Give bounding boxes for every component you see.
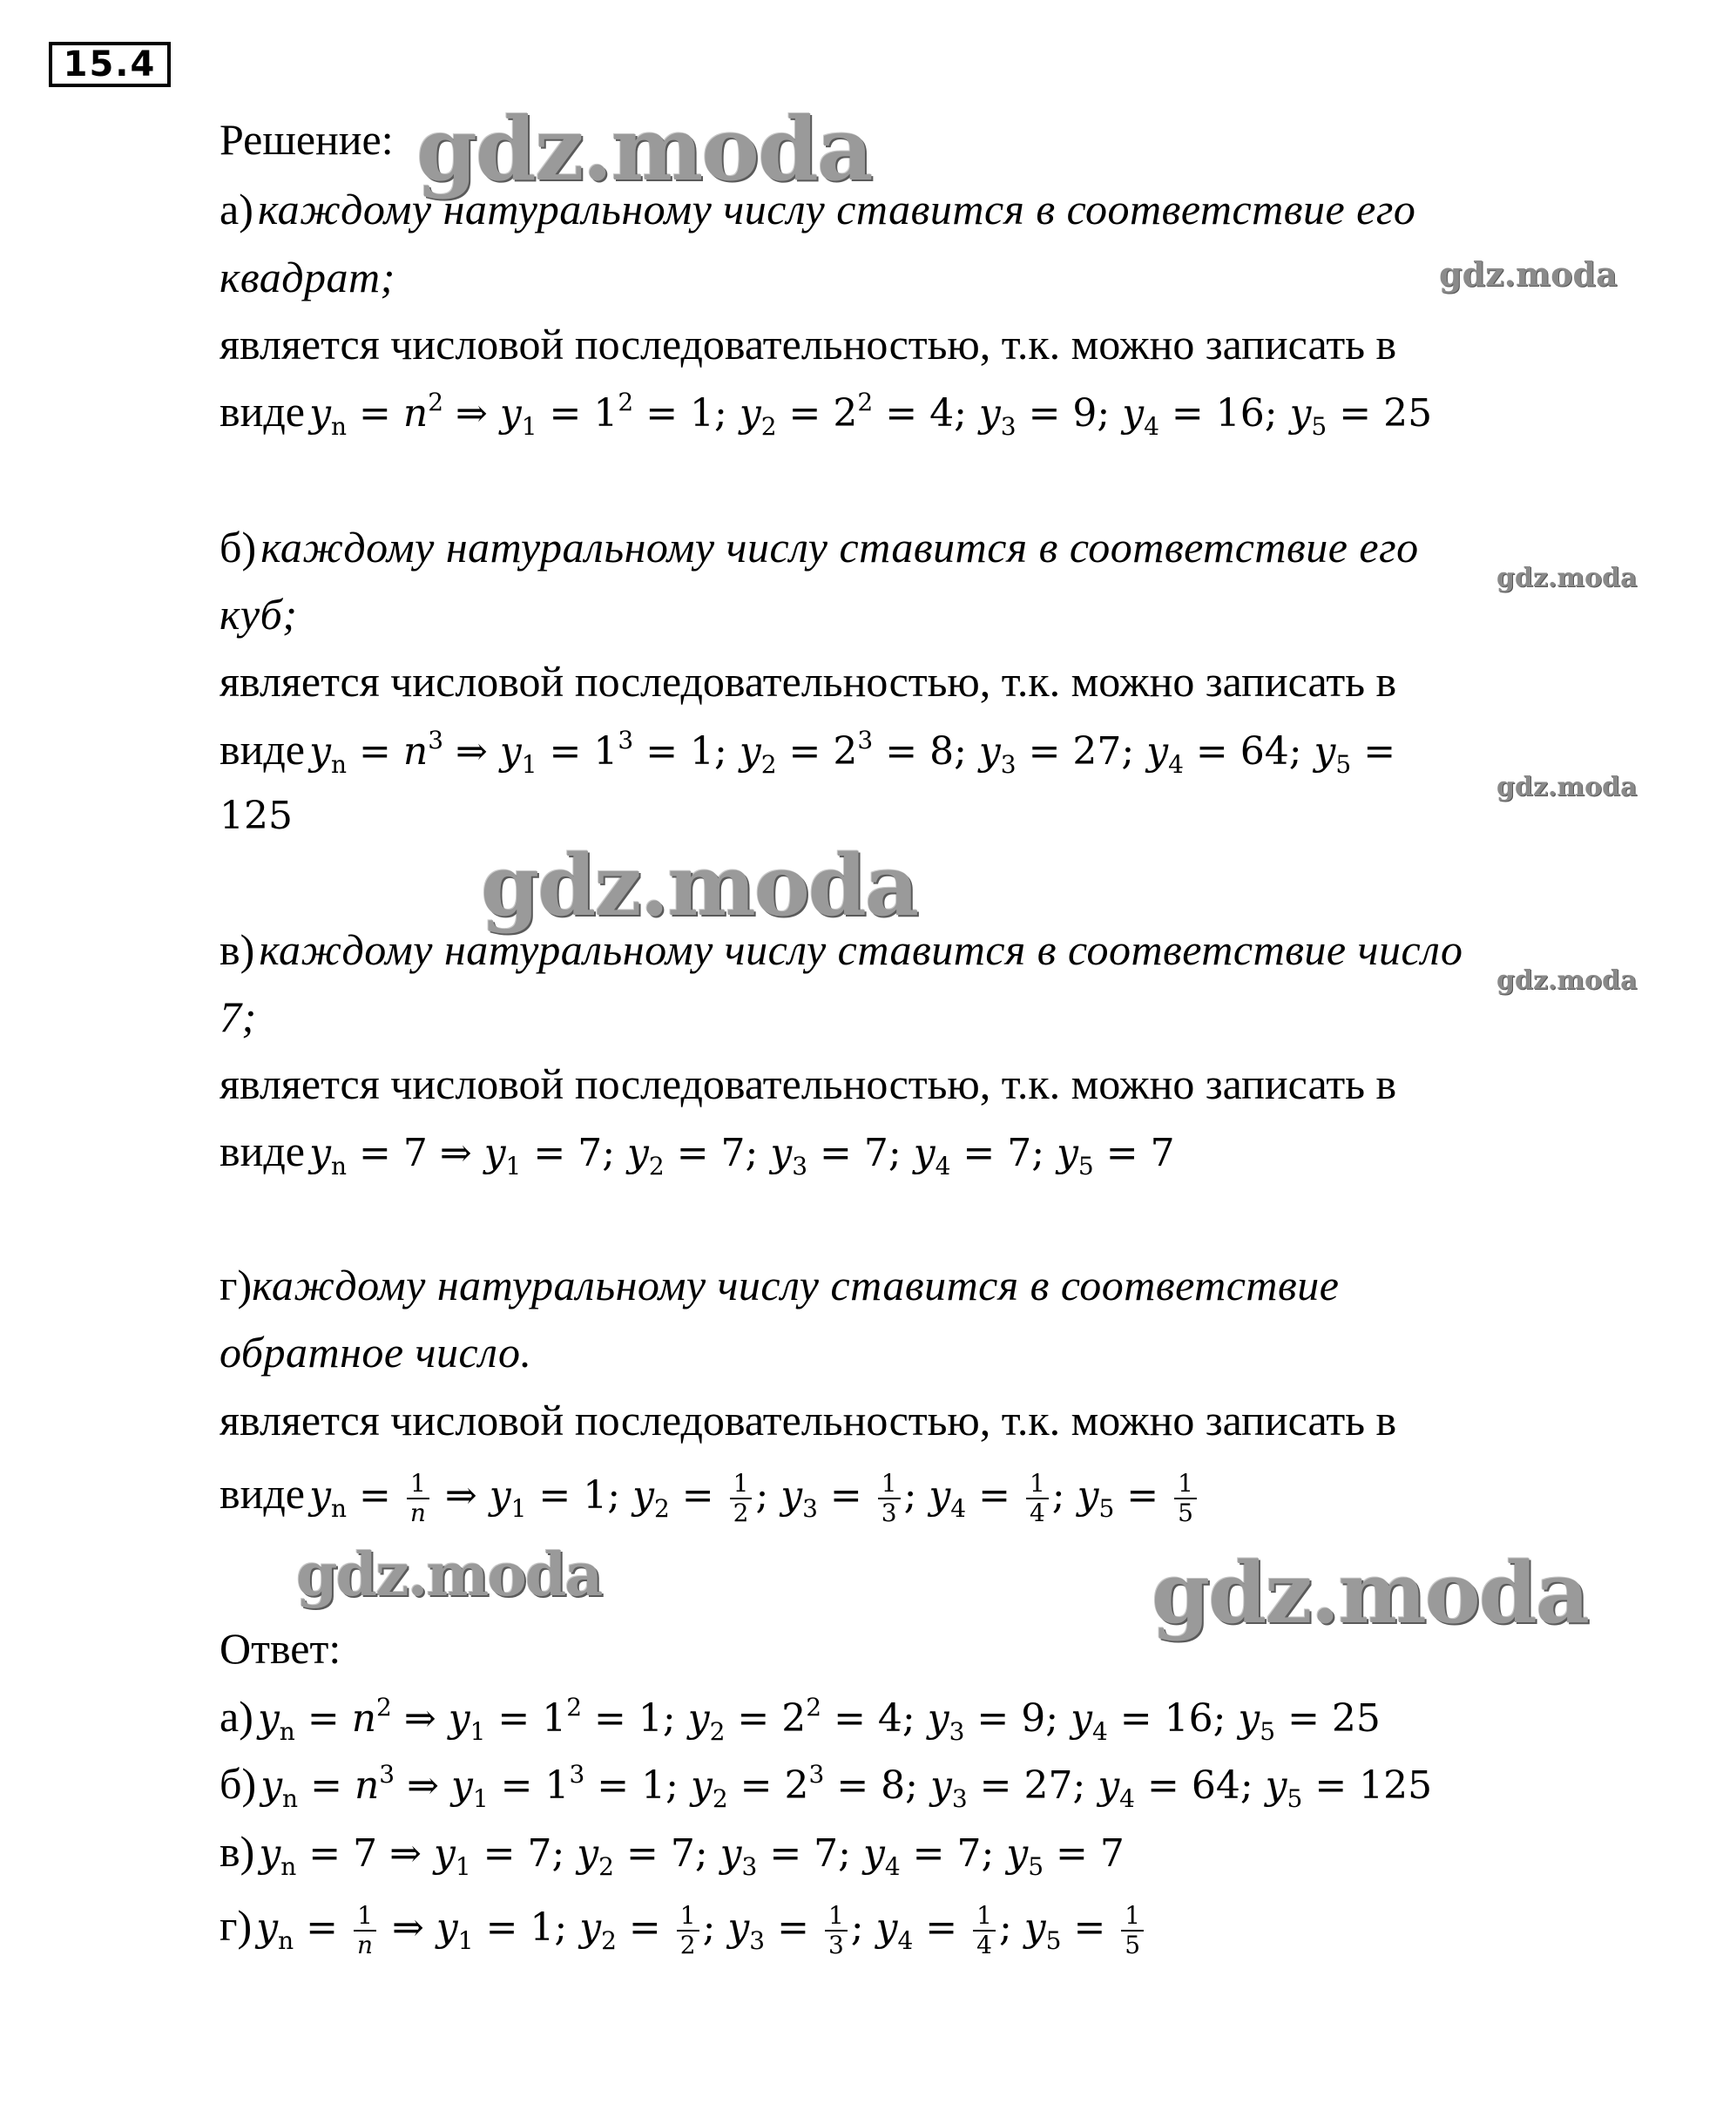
problem-number: 15.4	[49, 42, 171, 87]
answer-v: в) $y_n = 7$ ⇒ $y_1 = 7$; $y_2 = 7$; $y_3 = 7$; $y_4 = 7$; $y_5 = 7$	[220, 1827, 1125, 1881]
watermark: gdz.moda	[1152, 1544, 1589, 1642]
section-v-task: в) каждому натуральному числу ставится в соответствие число	[220, 925, 1463, 974]
section-g-formula: виде $y_n$ = $\frac{1}{n}$ ⇒ $y_1 = 1$; $y_2$ = $\frac{1}{2}$ ; $y_3$ = $\frac{1}{3}$ ; $y_4$ = $\frac{1}{4}$ ; $y_5$ = $\frac{1}{5}$	[220, 1467, 1200, 1527]
answer-a: а) $y_n = n^2$ ⇒ $y_1 = 1^2 = 1$; $y_2 = 2^2 = 4$; $y_3 = 9$; $y_4 = 16$; $y_5 = 25$	[220, 1692, 1381, 1746]
answer-label: Ответ:	[220, 1624, 341, 1673]
solution-label: Решение:	[220, 115, 394, 164]
section-v-claim: является числовой последовательностью, т.к. можно записать в	[220, 1059, 1397, 1108]
watermark: gdz.moda	[296, 1540, 602, 1610]
section-g-task: г)каждому натуральному числу ставится в соответствие	[220, 1261, 1340, 1309]
watermark: gdz.moda	[1496, 965, 1638, 996]
section-b-claim: является числовой последовательностью, т.к. можно записать в	[220, 657, 1397, 706]
section-a-task-cont: квадрат;	[220, 253, 395, 301]
answer-b: б) $y_n = n^3$ ⇒ $y_1 = 1^3 = 1$; $y_2 = 2^3 = 8$; $y_3 = 27$; $y_4 = 64$; $y_5 = 125$	[220, 1759, 1433, 1813]
section-a-task: а) каждому натуральному числу ставится в соответствие его	[220, 185, 1416, 233]
section-v-task-cont: 7;	[220, 992, 257, 1041]
watermark: gdz.moda	[481, 836, 918, 935]
answer-g: г) $y_n$ = $\frac{1}{n}$ ⇒ $y_1 = 1$; $y_2$ = $\frac{1}{2}$ ; $y_3$ = $\frac{1}{3}$ ; $y_4$ = $\frac{1}{4}$ ; $y_5$ = $\frac{1}{5}$	[220, 1899, 1147, 1959]
watermark: gdz.moda	[1496, 772, 1638, 802]
watermark: gdz.moda	[1496, 563, 1638, 593]
section-a-formula: виде $y_n = n^2$ ⇒ $y_1 = 1^2 = 1$; $y_2 = 2^2 = 4$; $y_3 = 9$; $y_4 = 16$; $y_5 = 25$	[220, 387, 1433, 441]
section-b-formula-cont: 125	[220, 794, 293, 838]
section-g-claim: является числовой последовательностью, т.к. можно записать в	[220, 1396, 1397, 1445]
section-b-formula: виде $y_n = n^3$ ⇒ $y_1 = 1^3 = 1$; $y_2 = 2^3 = 8$; $y_3 = 27$; $y_4 = 64$; $y_5$ =	[220, 725, 1396, 779]
section-b-task-cont: куб;	[220, 590, 298, 639]
section-a-claim: является числовой последовательностью, т.к. можно записать в	[220, 320, 1397, 369]
section-b-task: б) каждому натуральному числу ставится в соответствие его	[220, 523, 1419, 572]
watermark: gdz.moda	[1439, 254, 1618, 294]
section-g-task-cont: обратное число.	[220, 1328, 532, 1377]
watermark: gdz.moda	[416, 98, 872, 200]
section-v-formula: виде $y_n = 7$ ⇒ $y_1 = 7$; $y_2 = 7$; $y_3 = 7$; $y_4 = 7$; $y_5 = 7$	[220, 1127, 1175, 1181]
